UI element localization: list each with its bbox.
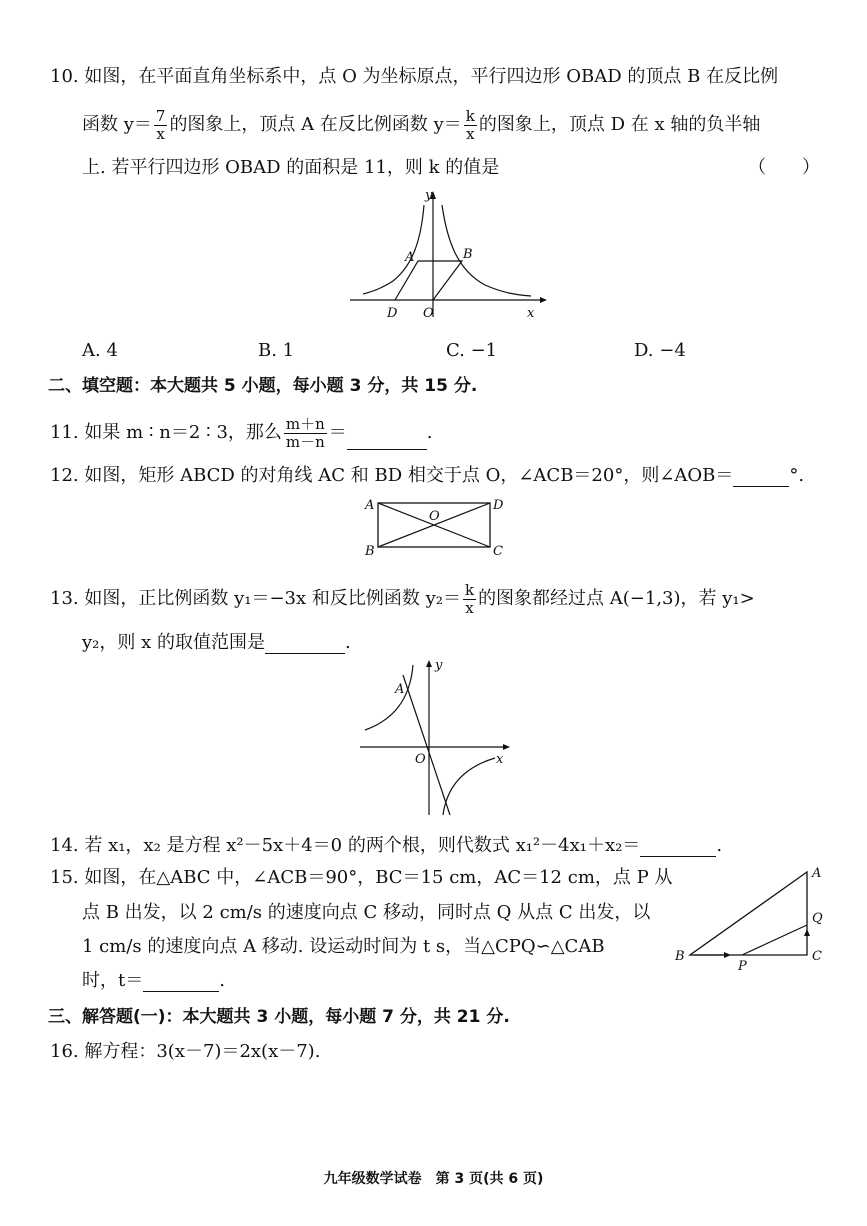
label-o: O <box>423 306 434 321</box>
q11 <box>50 416 433 450</box>
q16: 16. 解方程：3(x－7)＝2x(x－7). <box>50 1041 321 1062</box>
q14-text: 14. 若 x₁，x₂ 是方程 x²－5x＋4＝0 的两个根，则代数式 x₁²－4x₁＋x₂＝ <box>50 835 641 856</box>
frac-num: 7 <box>155 107 166 125</box>
q12-end: °. <box>789 465 805 486</box>
frac-den: m－n <box>285 432 325 451</box>
label-b: B <box>365 544 375 557</box>
q13-text: y₂，则 x 的取值范围是 <box>82 632 265 653</box>
label-a: A <box>365 498 375 513</box>
label-o: O <box>429 509 440 524</box>
q13-line2 <box>82 632 351 654</box>
q15-line4 <box>82 970 225 992</box>
q10-line2 <box>82 108 760 142</box>
q12-text: 12. 如图，矩形 ABCD 的对角线 AC 和 BD 相交于点 O，∠ACB＝20°，则∠AOB＝ <box>50 465 734 486</box>
answer-blank[interactable] <box>733 468 789 487</box>
q13-end: . <box>344 632 351 653</box>
label-y: y <box>425 188 433 203</box>
x-axis-arrow <box>540 297 547 303</box>
frac-den: x <box>465 598 474 617</box>
q13-text: 的图象都经过点 A(−1,3)，若 y₁> <box>478 588 755 609</box>
q10-text: 的图象上，顶点 A 在反比例函数 y＝ <box>169 114 462 135</box>
q15-line3: 1 cm/s 的速度向点 A 移动. 设运动时间为 t s，当△CPQ∽△CAB <box>82 936 605 957</box>
q13-figure <box>355 655 515 820</box>
q11-end: . <box>426 422 433 443</box>
curve-b <box>442 205 531 296</box>
q15-text: 时，t＝ <box>82 970 144 991</box>
q10-answer-paren: （ ） <box>748 157 820 178</box>
q10-figure <box>345 185 550 325</box>
q14 <box>50 835 722 857</box>
section3-heading: 三、解答题(一)：本大题共 3 小题，每小题 7 分，共 21 分. <box>48 1007 510 1027</box>
q10-text: 的图象上，顶点 D 在 x 轴的负半轴 <box>478 114 761 135</box>
frac-num: k <box>464 581 475 599</box>
label-c: C <box>812 949 822 964</box>
q10-line1: 10. 如图，在平面直角坐标系中，点 O 为坐标原点，平行四边形 OBAD 的顶点 B 在反比例 <box>50 66 779 87</box>
q15-figure <box>670 862 830 974</box>
label-d: D <box>387 306 398 321</box>
line-y1 <box>403 675 450 815</box>
q13-line1 <box>50 582 755 616</box>
q11-text: ＝ <box>328 422 347 443</box>
answer-blank[interactable] <box>265 635 345 654</box>
q10-line3: 上. 若平行四边形 OBAD 的面积是 11，则 k 的值是 <box>82 157 500 178</box>
fraction <box>154 108 168 142</box>
frac-num: k <box>465 107 475 125</box>
triangle-abc <box>690 872 807 955</box>
label-b: B <box>675 949 685 964</box>
fraction <box>463 582 476 616</box>
curve-y2-left <box>365 665 413 730</box>
section2-heading: 二、填空题：本大题共 5 小题，每小题 3 分，共 15 分. <box>48 376 478 396</box>
fraction <box>464 108 477 142</box>
segment-pq <box>742 925 807 955</box>
q10-option-c: C. −1 <box>446 340 498 361</box>
label-x: x <box>496 752 504 767</box>
arrow-q-head <box>804 929 810 936</box>
label-x: x <box>527 306 535 321</box>
label-a: A <box>405 250 415 265</box>
q12-figure <box>360 495 510 557</box>
label-a: A <box>812 866 822 881</box>
page-footer: 九年级数学试卷 第 3 页(共 6 页) <box>323 1171 544 1187</box>
q12 <box>50 465 804 487</box>
q10-text: 函数 y＝ <box>82 114 152 135</box>
parallelogram-obad <box>395 261 462 300</box>
label-d: D <box>493 498 504 513</box>
answer-blank[interactable] <box>640 838 716 857</box>
answer-blank[interactable] <box>347 431 427 450</box>
y-axis-arrow <box>426 660 432 667</box>
q13-text: 13. 如图，正比例函数 y₁＝−3x 和反比例函数 y₂＝ <box>50 588 461 609</box>
label-b: B <box>463 247 473 262</box>
q10-option-a: A. 4 <box>82 340 118 361</box>
q14-end: . <box>716 835 723 856</box>
frac-den: x <box>466 124 475 143</box>
fraction <box>284 416 327 450</box>
q15-line2: 点 B 出发，以 2 cm/s 的速度向点 C 移动，同时点 Q 从点 C 出发，以 <box>82 902 651 923</box>
frac-num: m＋n <box>285 415 325 433</box>
arrow-p-head <box>724 952 731 958</box>
q15-line1: 15. 如图，在△ABC 中，∠ACB＝90°，BC＝15 cm，AC＝12 cm，点 P 从 <box>50 867 673 888</box>
label-q: Q <box>812 911 823 926</box>
q10-option-b: B. 1 <box>258 340 295 361</box>
curve-y2-right <box>443 758 495 815</box>
curve-a <box>363 205 424 294</box>
label-a: A <box>395 682 405 697</box>
x-axis-arrow <box>503 744 510 750</box>
q15-end: . <box>219 970 225 991</box>
q11-text: 11. 如果 m ∶ n＝2 ∶ 3，那么 <box>50 422 282 443</box>
frac-den: x <box>156 124 165 143</box>
q10-option-d: D. −4 <box>634 340 686 361</box>
label-c: C <box>493 544 503 557</box>
label-o: O <box>415 752 426 767</box>
label-y: y <box>435 658 443 673</box>
label-p: P <box>738 959 747 974</box>
answer-blank[interactable] <box>143 973 219 992</box>
